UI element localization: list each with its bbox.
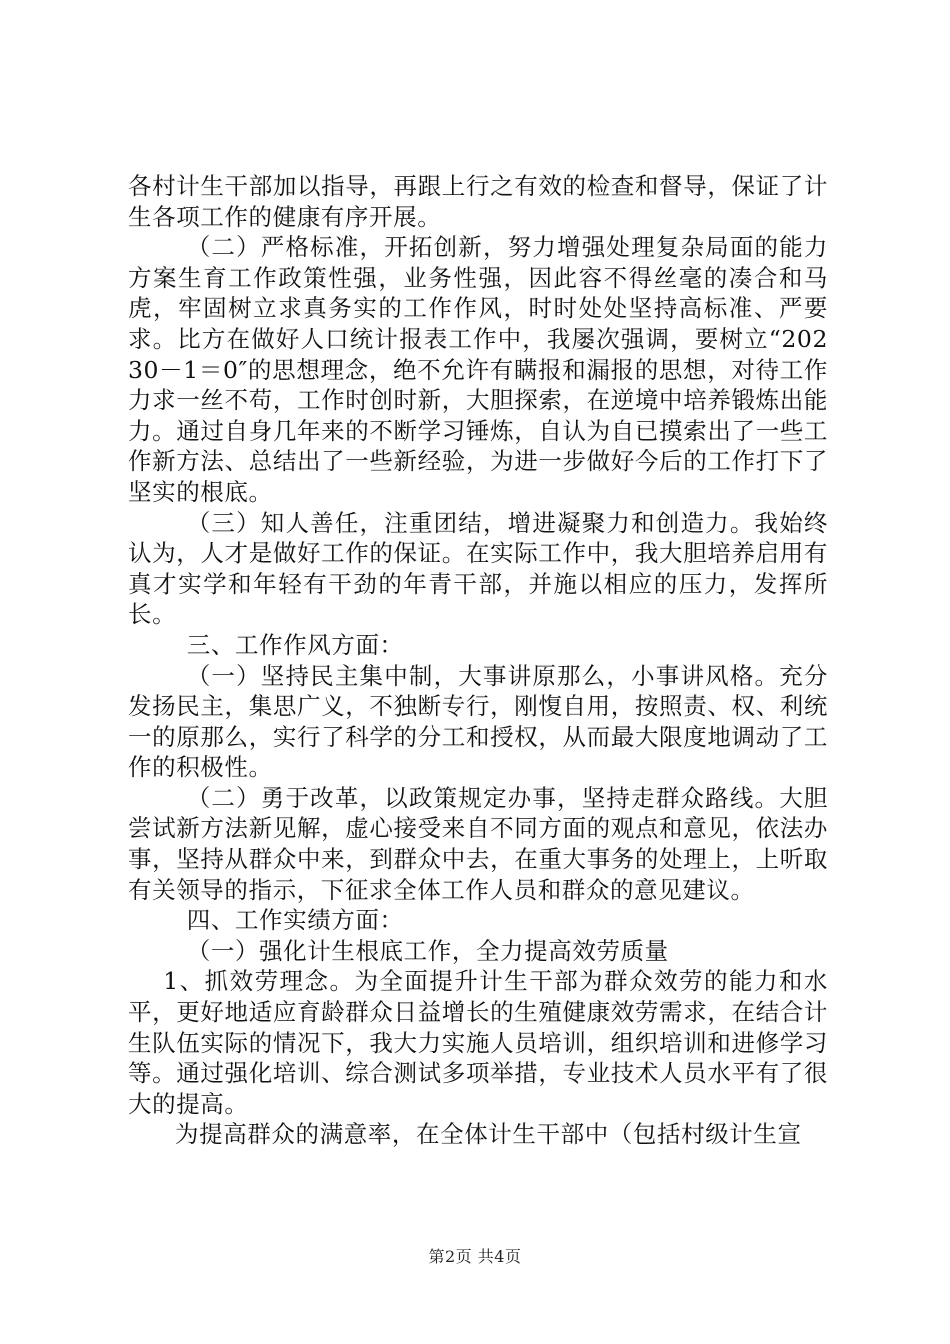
paragraph-6: 1、抓效劳理念。为全面提升计生干部为群众效劳的能力和水平，更好地适应育龄群众日益增长的生殖健康效劳需求，在结合计生队伍实际的情况下，我大力实施人员培训，组织培训和进修学习等。通过强化培训、综合测试多项举措，专业技术人员水平有了很大的提高。 <box>128 967 828 1118</box>
paragraph-7: 为提高群众的满意率，在全体计生干部中（包括村级计生宣 <box>175 1120 802 1149</box>
section-heading-3: 三、工作作风方面： <box>186 630 404 659</box>
document-body <box>128 171 828 1150</box>
subsection-heading: （一）强化计生根底工作，全力提高效劳质量 <box>186 936 669 965</box>
page-footer: 第2页 共4页 <box>428 1247 522 1266</box>
paragraph-4: （一）坚持民主集中制，大事讲原那么，小事讲风格。充分发扬民主，集思广义，不独断专行，刚愎自用，按照责、权、利统一的原那么，实行了科学的分工和授权，从而最大限度地调动了工作的积极性。 <box>128 661 828 782</box>
paragraph-5: （二）勇于改革，以政策规定办事，坚持走群众路线。大胆尝试新方法新见解，虚心接受来自不同方面的观点和意见，依法办事，坚持从群众中来，到群众中去，在重大事务的处理上，上听取有关领导的指示，下征求全体工作人员和群众的意见建议。 <box>128 783 828 904</box>
section-heading-4: 四、工作实绩方面： <box>186 906 404 935</box>
paragraph-3: （三）知人善任，注重团结，增进凝聚力和创造力。我始终认为，人才是做好工作的保证。在实际工作中，我大胆培养启用有真才实学和年轻有干劲的年青干部，并施以相应的压力，发挥所长。 <box>128 508 828 629</box>
paragraph-1: 各村计生干部加以指导，再跟上行之有效的检查和督导，保证了计生各项工作的健康有序开展。 <box>128 172 828 231</box>
paragraph-2: （二）严格标准，开拓创新，努力增强处理复杂局面的能力方案生育工作政策性强，业务性强，因此容不得丝毫的凑合和马虎，牢固树立求真务实的工作作风，时时处处坚持高标准、严要求。比方在做好人口统计报表工作中，我屡次强调，要树立“20230－1＝0″的思想理念，绝不允许有瞒报和漏报的思想，对待工作力求一丝不苟，工作时创时新，大胆探索，在逆境中培养锻炼出能力。通过自身几年来的不断学习锤炼，自认为自已摸索出了一些工作新方法、总结出了一些新经验，为进一步做好今后的工作打下了坚实的根底。 <box>128 233 828 506</box>
